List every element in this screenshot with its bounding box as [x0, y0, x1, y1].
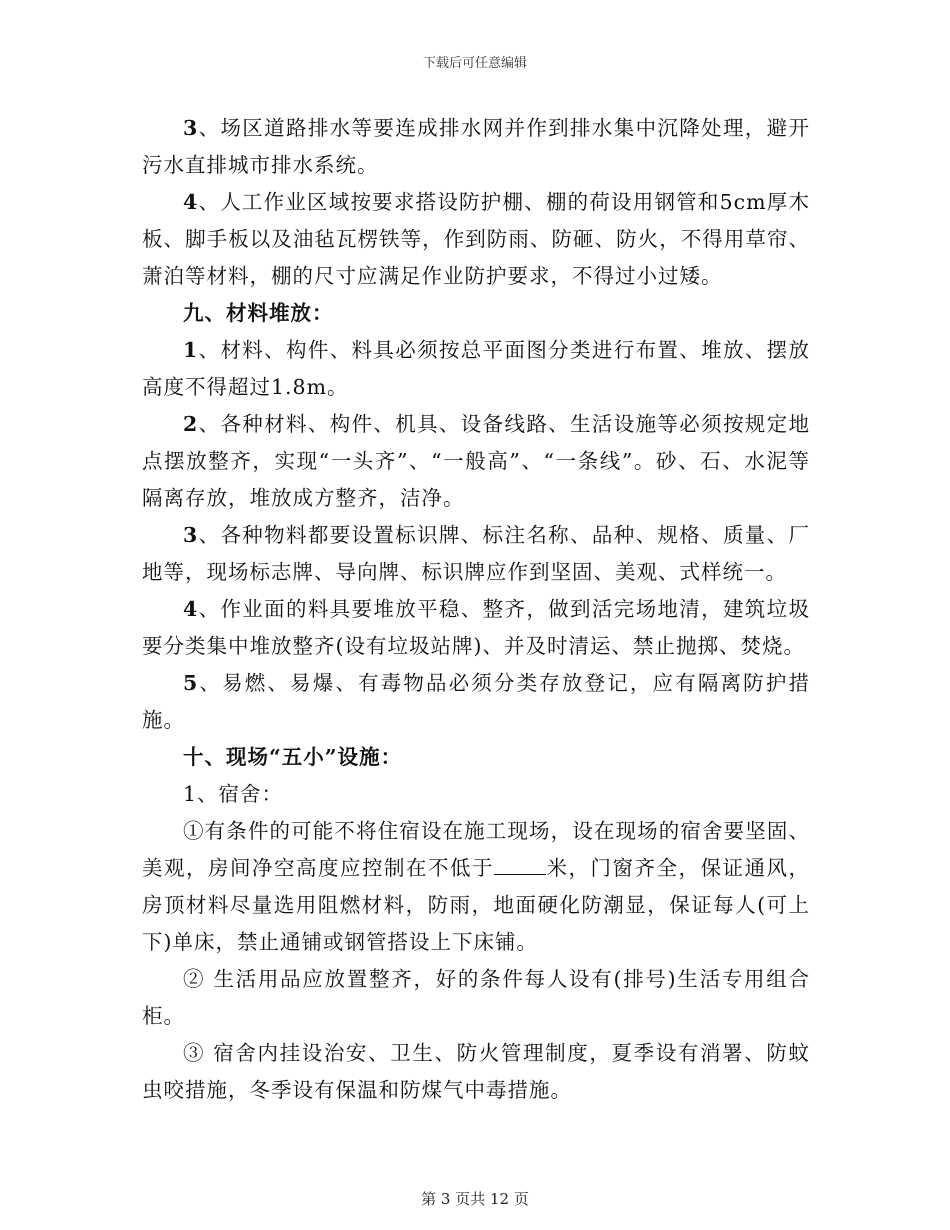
section-heading-facilities: 十、现场“五小”设施：: [183, 745, 403, 769]
paragraph-drainage: [142, 110, 810, 184]
paragraph-text: 、各种材料、构件、机具、设备线路、生活设施等必须按规定地点摆放整齐，实现“一头齐”、“一般高”、“一条线”。砂、石、水泥等隔离存放，堆放成方整齐，洁净。: [142, 412, 810, 510]
paragraph-work-surface: [142, 591, 810, 665]
paragraph-material-layout: [142, 332, 810, 406]
paragraph-text: 、易燃、易爆、有毒物品必须分类存放登记，应有隔离防护措施。: [142, 671, 810, 732]
document-body: [142, 110, 810, 1109]
paragraph-text: 、作业面的料具要堆放平稳、整齐，做到活完场地清，建筑垃圾要分类集中堆放整齐(设有垃圾站牌)、并及时清运、禁止抛掷、焚烧。: [142, 597, 810, 658]
fill-in-blank: [494, 854, 546, 875]
paragraph-material-signs: [142, 517, 810, 591]
page-footer: 第 3 页共 12 页: [421, 1190, 529, 1208]
item-number: 4: [183, 597, 199, 621]
paragraph-material-order: [142, 406, 810, 517]
paragraph-text: 、场区道路排水等要连成排水网并作到排水集中沉降处理，避开污水直排城市排水系统。: [142, 116, 810, 177]
paragraph-dormitory-2: ② 生活用品应放置整齐，好的条件每人设有(排号)生活专用组合柜。: [142, 967, 810, 1028]
item-number: 4: [183, 190, 199, 214]
paragraph-text: 米，门窗齐全，保证通风，房顶材料尽量选用阻燃材料，防雨，地面硬化防潮显，保证每人(可上下)单床，禁止通铺或钢管搭设上下床铺。: [142, 856, 810, 954]
paragraph-shelter: [142, 184, 810, 295]
paragraph-hazardous: [142, 665, 810, 739]
paragraph-text: ①有条件的可能不将住宿设在施工现场，设在现场的宿舍要坚固、美观，房间净空高度应控制在不低于: [142, 819, 810, 880]
item-number: 2: [183, 412, 199, 436]
item-number: 3: [183, 523, 199, 547]
page-header: 下载后可任意编辑: [422, 56, 527, 71]
paragraph-dormitory-title: 1、宿舍：: [183, 782, 284, 806]
item-number: 5: [183, 671, 199, 695]
item-number: 1: [183, 338, 199, 362]
section-heading-materials: 九、材料堆放：: [183, 301, 334, 325]
paragraph-text: 、人工作业区域按要求搭设防护棚、棚的荷设用钢管和5cm厚木板、脚手板以及油毡瓦楞铁等，作到防雨、防砸、防火，不得用草帘、萧泊等材料，棚的尺寸应满足作业防护要求，不得过小过矮。: [142, 190, 810, 288]
paragraph-dormitory-3: ③ 宿舍内挂设治安、卫生、防火管理制度，夏季设有消署、防蚊虫咬措施，冬季设有保温和防煤气中毒措施。: [142, 1041, 810, 1102]
item-number: 3: [183, 116, 199, 140]
paragraph-text: 、各种物料都要设置标识牌、标注名称、品种、规格、质量、厂地等，现场标志牌、导向牌、标识牌应作到坚固、美观、式样统一。: [142, 523, 810, 584]
paragraph-text: 、材料、构件、料具必须按总平面图分类进行布置、堆放、摆放高度不得超过1.8m。: [142, 338, 810, 399]
paragraph-dormitory-1: [142, 813, 810, 961]
